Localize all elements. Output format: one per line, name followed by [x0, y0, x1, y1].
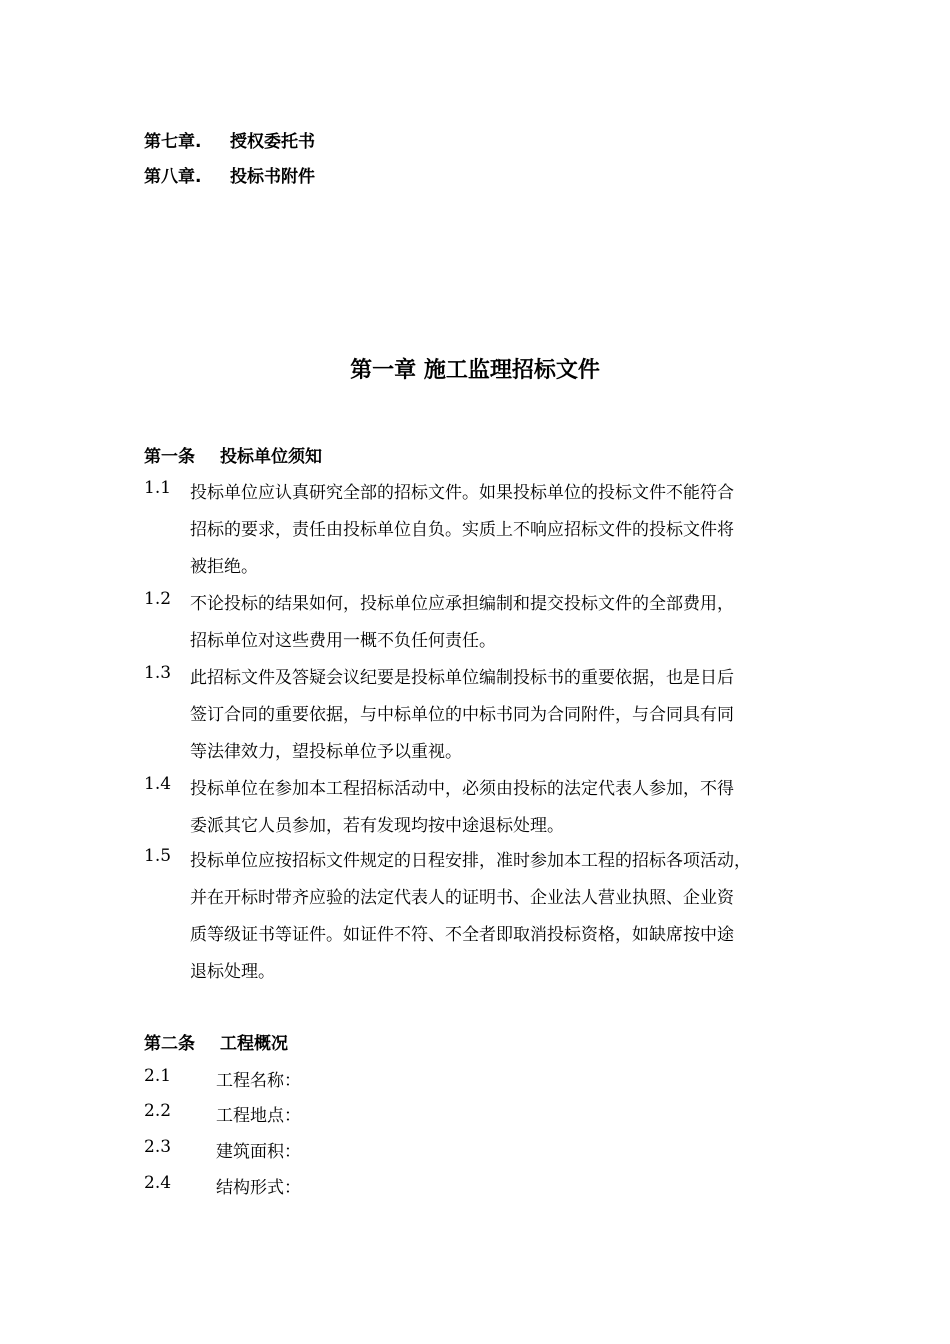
clause-number: 1.5 — [144, 846, 172, 866]
clause-line: 不论投标的结果如何，投标单位应承担编制和提交投标文件的全部费用， — [190, 594, 734, 614]
article-title: 工程概况 — [220, 1034, 288, 1054]
clause-line: 招标单位对这些费用一概不负任何责任。 — [190, 631, 496, 651]
clause-line: 招标的要求，责任由投标单位自负。实质上不响应招标文件的投标文件将 — [190, 520, 734, 540]
clause-line: 此招标文件及答疑会议纪要是投标单位编制投标书的重要依据，也是日后 — [190, 668, 734, 688]
clause-line: 等法律效力，望投标单位予以重视。 — [190, 742, 462, 762]
clause-line: 质等级证书等证件。如证件不符、不全者即取消投标资格，如缺席按中途 — [190, 925, 734, 945]
toc-title: 授权委托书 — [230, 132, 315, 152]
clause-line: 投标单位在参加本工程招标活动中，必须由投标的法定代表人参加，不得 — [190, 779, 734, 799]
field-number: 2.3 — [144, 1137, 172, 1157]
article-title: 投标单位须知 — [220, 447, 322, 467]
toc-number: 第八章. — [144, 167, 202, 187]
article-number: 第二条 — [144, 1034, 195, 1054]
clause-line: 并在开标时带齐应验的法定代表人的证明书、企业法人营业执照、企业资 — [190, 888, 734, 908]
clause-line: 委派其它人员参加，若有发现均按中途退标处理。 — [190, 816, 564, 836]
clause-number: 1.4 — [144, 774, 172, 794]
field-label: 工程地点： — [216, 1106, 301, 1126]
clause-line: 被拒绝。 — [190, 557, 258, 577]
field-number: 2.4 — [144, 1173, 172, 1193]
clause-line: 投标单位应按招标文件规定的日程安排，准时参加本工程的招标各项活动， — [190, 851, 751, 871]
field-label: 结构形式： — [216, 1178, 301, 1198]
clause-number: 1.2 — [144, 589, 172, 609]
article-number: 第一条 — [144, 447, 195, 467]
clause-line: 签订合同的重要依据，与中标单位的中标书同为合同附件，与合同具有同 — [190, 705, 734, 725]
field-number: 2.1 — [144, 1066, 172, 1086]
clause-number: 1.1 — [144, 478, 172, 498]
clause-line: 投标单位应认真研究全部的招标文件。如果投标单位的投标文件不能符合 — [190, 483, 734, 503]
field-label: 工程名称： — [216, 1071, 301, 1091]
toc-number: 第七章. — [144, 132, 202, 152]
field-number: 2.2 — [144, 1101, 172, 1121]
toc-title: 投标书附件 — [230, 167, 315, 187]
clause-number: 1.3 — [144, 663, 172, 683]
field-label: 建筑面积： — [216, 1142, 301, 1162]
clause-line: 退标处理。 — [190, 962, 275, 982]
chapter-title: 第一章 施工监理招标文件 — [350, 358, 600, 383]
